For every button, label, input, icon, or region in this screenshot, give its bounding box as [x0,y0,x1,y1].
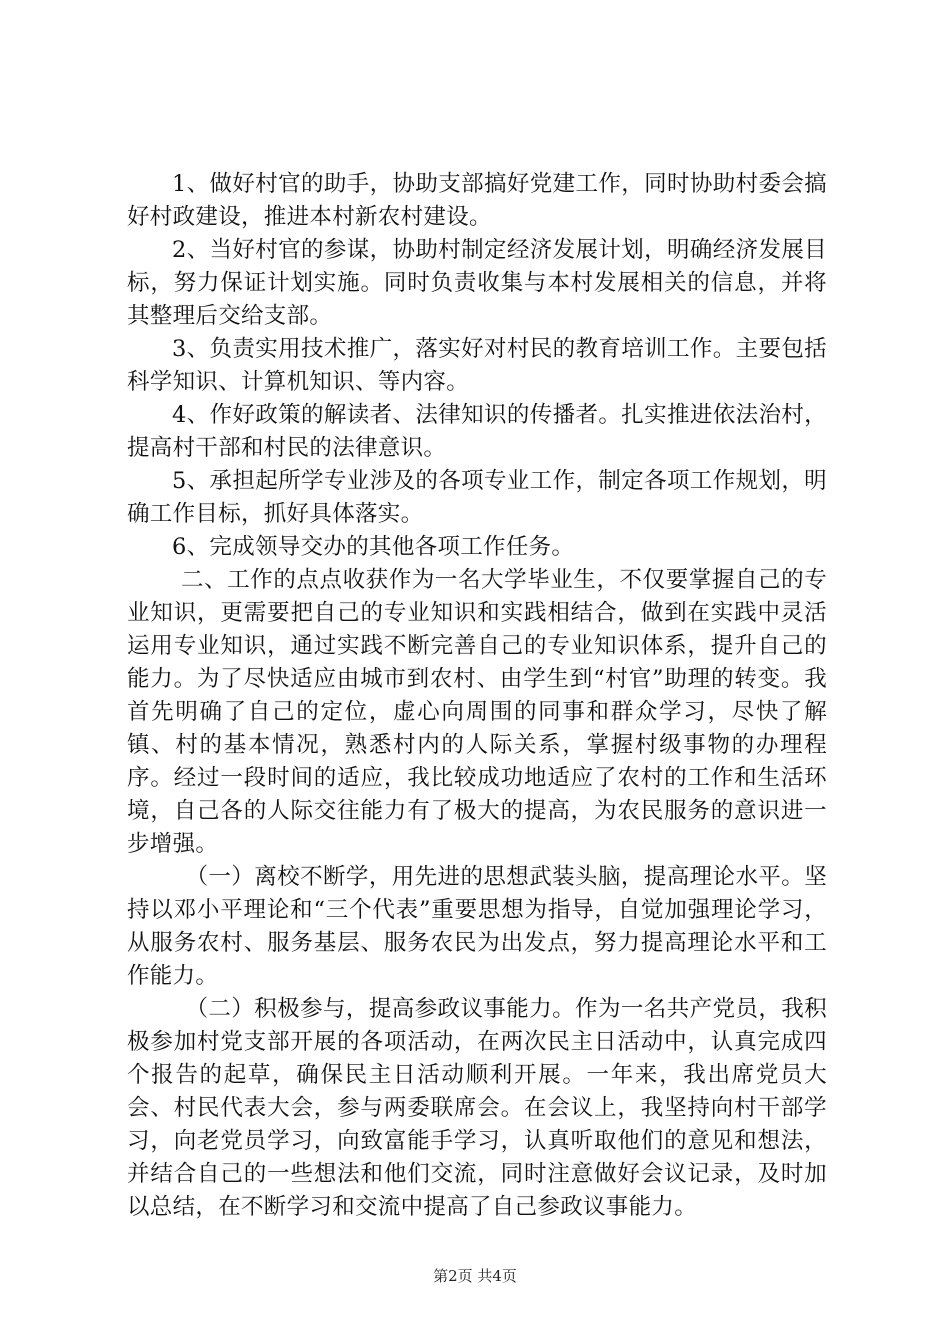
paragraph-duty-6: 6、完成领导交办的其他各项工作任务。 [172,534,575,560]
paragraph-duty-1: 1、做好村官的助手，协助支部搞好党建工作，同时协助村委会搞好村政建设，推进本村新农村建设。 [127,171,827,230]
page-number-indicator: 第2页 共4页 [433,1267,517,1285]
paragraph-duty-2: 2、当好村官的参谋，协助村制定经济发展计划，明确经济发展目标，努力保证计划实施。同时负责收集与本村发展相关的信息，并将其整理后交给支部。 [127,237,827,329]
document-body [127,168,827,1224]
paragraph-section-two: 二、工作的点点收获作为一名大学毕业生，不仅要掌握自己的专业知识，更需要把自己的专业知识和实践相结合，做到在实践中灵活运用专业知识，通过实践不断完善自己的专业知识体系，提升自己的能力。为了尽快适应由城市到农村、由学生到“村官”助理的转变。我首先明确了自己的定位，虚心向周围的同事和群众学习，尽快了解镇、村的基本情况，熟悉村内的人际关系，掌握村级事物的办理程序。经过一段时间的适应，我比较成功地适应了农村的工作和生活环境，自己各的人际交往能力有了极大的提高，为农民服务的意识进一步增强。 [127,567,827,857]
paragraph-duty-5: 5、承担起所学专业涉及的各项专业工作，制定各项工作规划，明确工作目标，抓好具体落实。 [127,468,827,527]
paragraph-duty-3: 3、负责实用技术推广，落实好对村民的教育培训工作。主要包括科学知识、计算机知识、等内容。 [127,336,827,395]
page-footer [0,1266,950,1286]
paragraph-subsection-two: （二）积极参与，提高参政议事能力。作为一名共产党员，我积极参加村党支部开展的各项活动，在两次民主日活动中，认真完成四个报告的起草，确保民主日活动顺利开展。一年来，我出席党员大会、村民代表大会，参与两委联席会。在会议上，我坚持向村干部学习，向老党员学习，向致富能手学习，认真听取他们的意见和想法，并结合自己的一些想法和他们交流，同时注意做好会议记录，及时加以总结，在不断学习和交流中提高了自己参政议事能力。 [127,996,827,1220]
paragraph-subsection-one: （一）离校不断学，用先进的思想武装头脑，提高理论水平。坚持以邓小平理论和“三个代表”重要思想为指导，自觉加强理论学习，从服务农村、服务基层、服务农民为出发点，努力提高理论水平和工作能力。 [127,864,827,989]
paragraph-duty-4: 4、作好政策的解读者、法律知识的传播者。扎实推进依法治村，提高村干部和村民的法律意识。 [127,402,827,461]
